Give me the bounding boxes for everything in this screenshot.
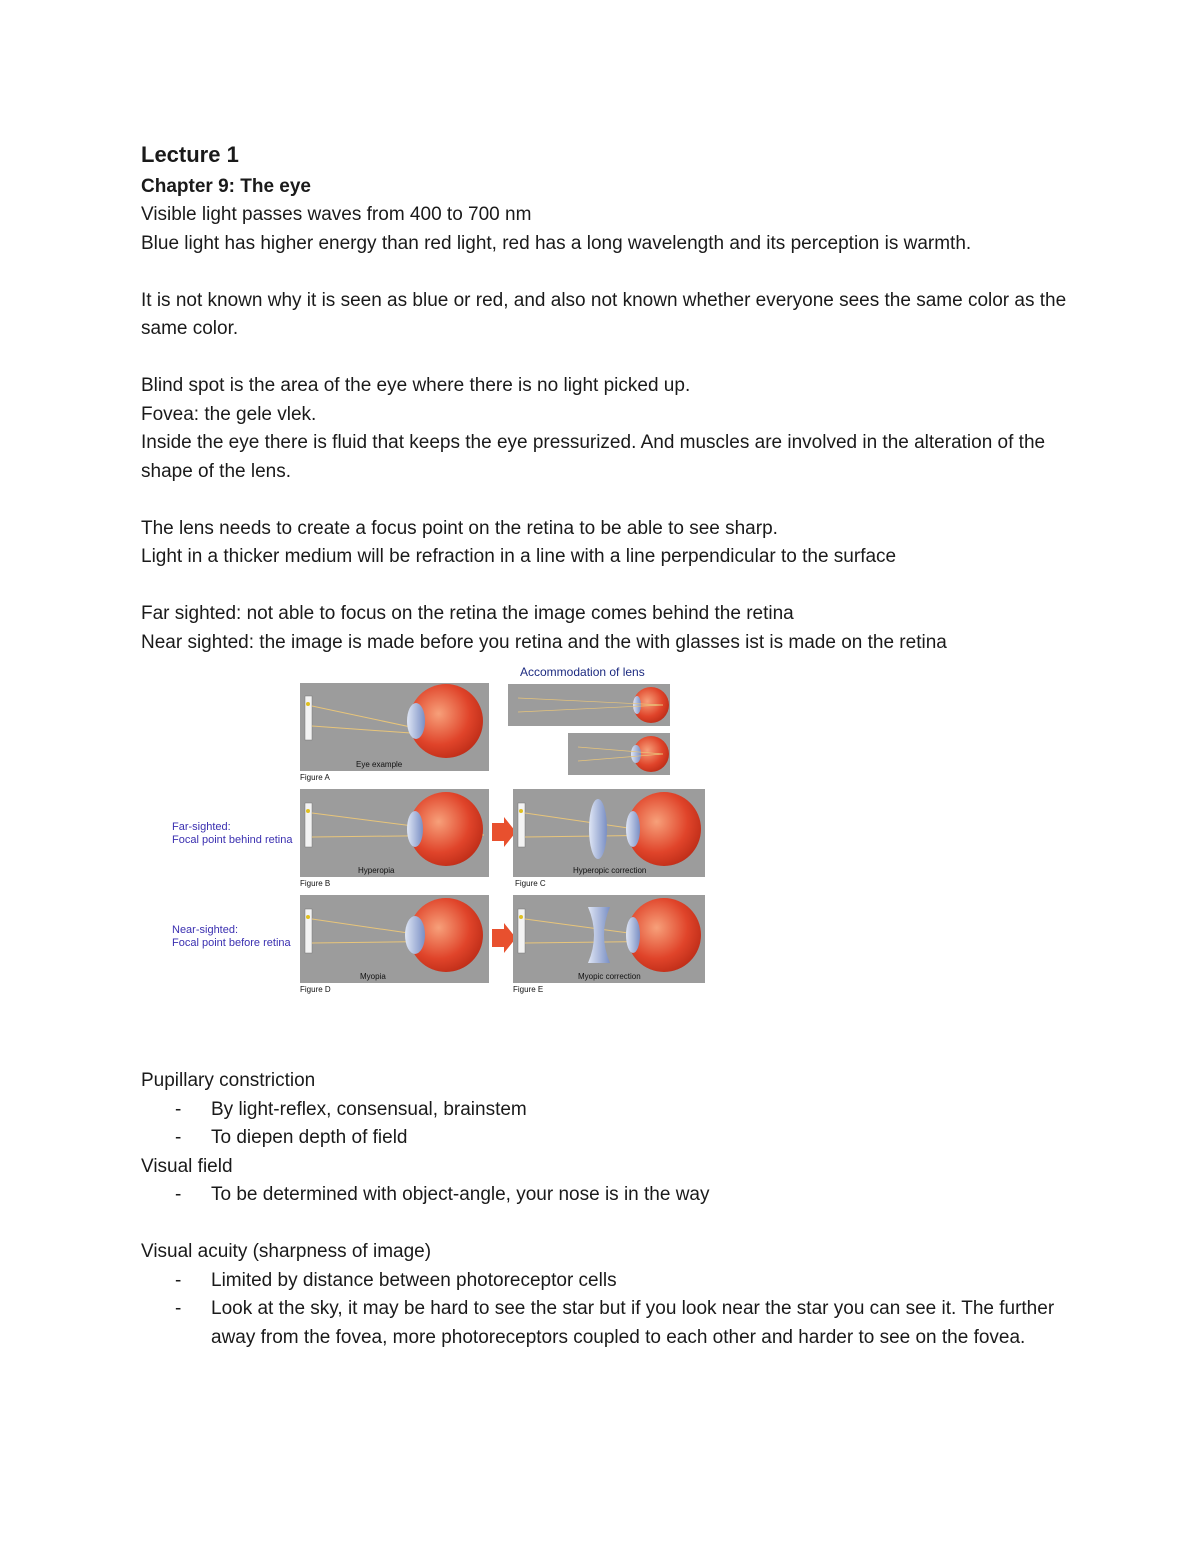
figure-a-caption: Figure A (300, 773, 330, 782)
visual-field-list (141, 1181, 1081, 1210)
paragraph-blue-light: Blue light has higher energy than red light, red has a long wavelength and its perception is warmth. (141, 232, 972, 254)
paragraph-near-sighted: Near sighted: the image is made before you retina and the with glasses ist is made on the retina (141, 631, 947, 653)
panel-b-caption: Hyperopia (358, 866, 395, 875)
chapter-heading: Chapter 9: The eye (141, 176, 311, 197)
visual-acuity-list (141, 1267, 1081, 1353)
paragraph-eye-fluid: Inside the eye there is fluid that keeps the eye pressurized. And muscles are involved in the alteration of the shape of the lens. (141, 432, 1046, 482)
list-item: - Look at the sky, it may be hard to see the star but if you look near the star you can see it. The further away from the fovea, more photoreceptors coupled to each other and harder to see on the fovea. (141, 1295, 1081, 1352)
document-page (141, 138, 1081, 1352)
panel-e-caption: Myopic correction (578, 972, 641, 981)
paragraph-visible-light: Visible light passes waves from 400 to 700 nm (141, 204, 532, 225)
panel-c-caption: Hyperopic correction (573, 866, 647, 875)
paragraph-far-sighted: Far sighted: not able to focus on the retina the image comes behind the retina (141, 603, 794, 624)
paragraph-refraction: Light in a thicker medium will be refraction in a line with a line perpendicular to the surface (141, 546, 897, 567)
pupillary-list (141, 1096, 1081, 1153)
list-item: - To be determined with object-angle, your nose is in the way (141, 1181, 1081, 1210)
list-item: - Limited by distance between photoreceptor cells (141, 1267, 1081, 1296)
near-sighted-label-1: Near-sighted: (172, 924, 239, 936)
paragraph-fovea: Fovea: the gele vlek. (141, 403, 317, 425)
figure-title: Accommodation of lens (520, 665, 645, 679)
paragraph-blind-spot: Blind spot is the area of the eye where there is no light picked up. (141, 375, 691, 396)
accommodation-figure (141, 657, 1081, 1067)
panel-d-caption: Myopia (360, 972, 386, 981)
paragraph-lens-focus: The lens needs to create a focus point on the retina to be able to see sharp. (141, 517, 778, 539)
section-title-visual-field: Visual field (141, 1155, 233, 1177)
arrow-d-e (492, 923, 516, 953)
figure-d-caption: Figure D (300, 985, 331, 994)
paragraph-color-perception: It is not known why it is seen as blue or red, and also not known whether everyone sees the same color as the same color. (141, 289, 1067, 339)
list-item: - To diepen depth of field (141, 1124, 1081, 1153)
panel-a-caption: Eye example (356, 760, 403, 769)
far-sighted-label-1: Far-sighted: (172, 821, 231, 833)
figure-b-caption: Figure B (300, 879, 331, 888)
arrow-b-c (492, 817, 516, 847)
list-item: - By light-reflex, consensual, brainstem (141, 1096, 1081, 1125)
figure-e-caption: Figure E (513, 985, 544, 994)
section-title-visual-acuity: Visual acuity (sharpness of image) (141, 1241, 432, 1262)
lecture-heading: Lecture 1 (141, 142, 239, 167)
far-sighted-label-2: Focal point behind retina (172, 834, 293, 846)
section-title-pupillary: Pupillary constriction (141, 1070, 316, 1091)
near-sighted-label-2: Focal point before retina (172, 937, 291, 949)
figure-c-caption: Figure C (515, 879, 546, 888)
